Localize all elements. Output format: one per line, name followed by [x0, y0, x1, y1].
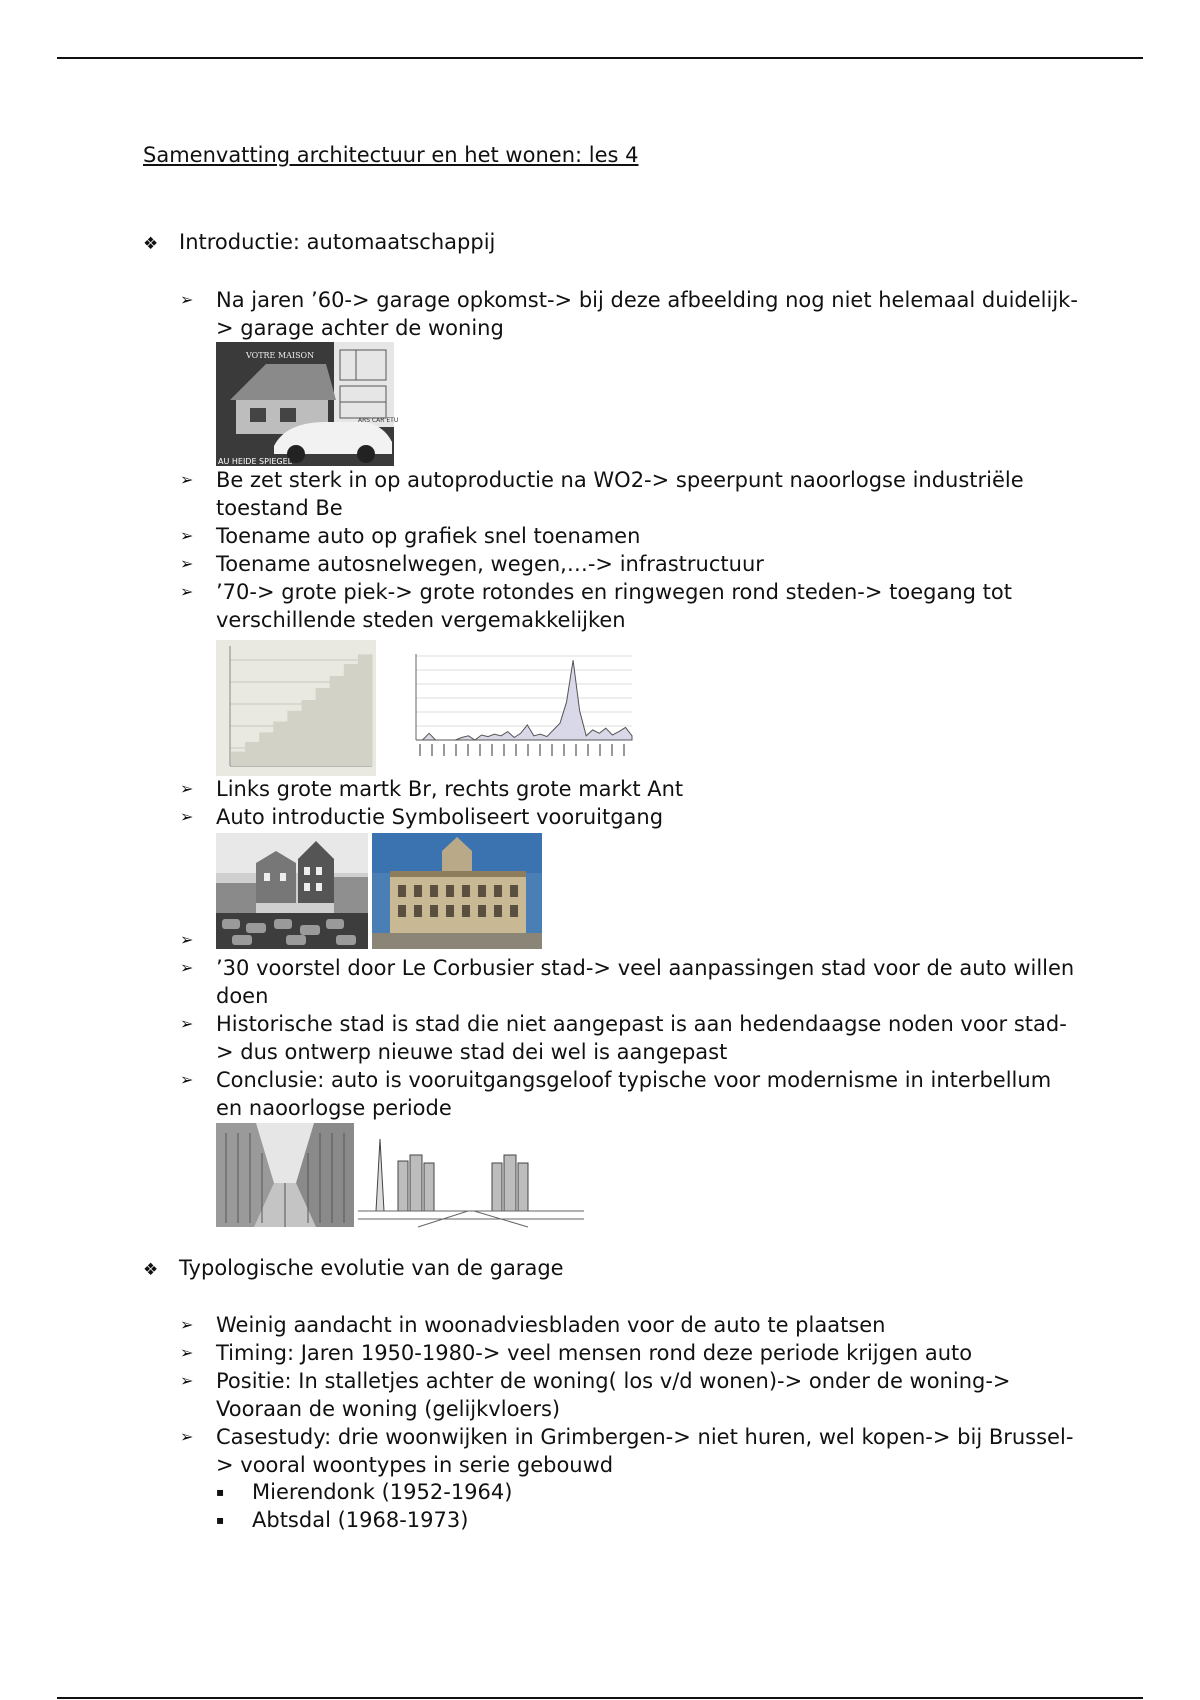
sub-list-item-text: Abtsdal (1968-1973)	[252, 1508, 469, 1532]
bullet-marker: ➢	[180, 1070, 194, 1089]
staircase-step	[273, 722, 288, 766]
list-item-text: Positie: In stalletjes achter de woning( los v/d wonen)-> onder de woning-> Vooraan de woning (gelijkvloers)	[216, 1369, 1011, 1421]
bullet-marker: ➢	[180, 554, 194, 573]
staircase-step	[245, 742, 260, 766]
list-item-text: ’30 voorstel door Le Corbusier stad-> veel aanpassingen stad voor de auto willen doen	[216, 956, 1075, 1008]
sub-list-item-text: Mierendonk (1952-1964)	[252, 1480, 513, 1504]
road-series-area	[416, 660, 632, 740]
bullet-marker: ➢	[180, 1427, 194, 1446]
bullet-marker: ➢	[180, 582, 194, 601]
road-infrastructure-chart-image	[396, 650, 636, 770]
list-item	[180, 1066, 1080, 1122]
list-item	[180, 803, 1080, 831]
car-growth-chart-image	[216, 640, 376, 776]
sub-list-item	[216, 1506, 468, 1534]
section-heading-text: Typologische evolutie van de garage	[179, 1256, 564, 1280]
bullet-marker: ➢	[180, 779, 194, 798]
bullet-marker: ➢	[180, 807, 194, 826]
staircase-step	[316, 688, 331, 766]
top-rule	[57, 57, 1143, 59]
list-item-text: Historische stad is stad die niet aangepast is aan hedendaagse noden voor stad-> dus ontwerp nieuwe stad dei wel is aangepast	[216, 1012, 1067, 1064]
le-corbusier-left-drawing	[216, 1123, 354, 1227]
bullet-marker: ➢	[180, 470, 194, 489]
section-heading-intro	[143, 230, 495, 254]
staircase-step	[302, 700, 317, 766]
house-car-poster-image	[216, 342, 399, 466]
list-item	[180, 954, 1080, 1010]
poster-price-text: ARS CAR ETU	[358, 417, 399, 424]
sub-bullet-marker: ▪	[216, 1513, 225, 1527]
antwerp-city-hall-drawing	[372, 833, 542, 949]
bottom-rule	[57, 1697, 1143, 1699]
staircase-step	[344, 664, 359, 766]
poster-top-text: VOTRE MAISON	[246, 351, 315, 360]
list-item	[180, 522, 1080, 550]
staircase-step	[358, 654, 373, 766]
section-marker: ❖	[143, 1260, 159, 1280]
bullet-marker: ➢	[180, 1014, 194, 1033]
list-item	[180, 466, 1080, 522]
staircase-step	[330, 676, 345, 766]
bullet-marker: ➢	[180, 290, 194, 309]
antwerp-city-hall-photo	[372, 833, 542, 949]
list-item-text: ’70-> grote piek-> grote rotondes en ringwegen rond steden-> toegang tot verschillende steden vergemakkelijken	[216, 580, 1012, 632]
list-item	[180, 1010, 1080, 1066]
bullet-marker: ➢	[180, 958, 194, 977]
list-item-text: Toename autosnelwegen, wegen,…-> infrastructuur	[216, 552, 764, 576]
list-item-text: Casestudy: drie woonwijken in Grimbergen-> niet huren, wel kopen-> bij Brussel-> vooral woontypes in serie gebouwd	[216, 1425, 1074, 1477]
list-item-text: Toename auto op grafiek snel toenamen	[216, 524, 641, 548]
list-item	[180, 775, 1080, 803]
brussels-grand-place-drawing	[216, 833, 368, 949]
staircase-step	[259, 732, 274, 766]
staircase-step	[231, 752, 246, 766]
house-car-poster-drawing	[216, 342, 399, 466]
staircase-step	[287, 711, 302, 766]
le-corbusier-city-drawing-left	[216, 1123, 354, 1227]
le-corbusier-right-drawing	[358, 1133, 584, 1227]
list-item	[180, 286, 1080, 342]
road-infrastructure-chart	[396, 650, 636, 770]
bullet-marker: ➢	[180, 1343, 194, 1362]
section-marker: ❖	[143, 234, 159, 254]
bullet-marker: ➢	[180, 1315, 194, 1334]
poster-bottom-text: AU HEIDE SPIEGEL	[218, 457, 293, 466]
list-item-text: Timing: Jaren 1950-1980-> veel mensen rond deze periode krijgen auto	[216, 1341, 973, 1365]
list-item	[180, 1311, 1080, 1339]
list-item	[180, 578, 1080, 634]
list-item-text: Be zet sterk in op autoproductie na WO2-> speerpunt naoorlogse industriële toestand Be	[216, 468, 1024, 520]
brussels-grand-place-photo	[216, 833, 368, 949]
list-item-text: Auto introductie Symboliseert vooruitgang	[216, 805, 664, 829]
sub-bullet-marker: ▪	[216, 1485, 225, 1499]
le-corbusier-city-drawing-right	[358, 1133, 584, 1227]
section-heading-garage	[143, 1256, 564, 1280]
list-item	[180, 1423, 1080, 1479]
list-item-text: Weinig aandacht in woonadviesbladen voor de auto te plaatsen	[216, 1313, 886, 1337]
sub-list-item	[216, 1478, 512, 1506]
section-heading-text: Introductie: automaatschappij	[179, 230, 496, 254]
list-item-text: Links grote martk Br, rechts grote markt Ant	[216, 777, 684, 801]
list-item	[180, 550, 1080, 578]
bullet-marker: ➢	[180, 526, 194, 545]
list-item	[180, 1339, 1080, 1367]
list-item-text: Na jaren ’60-> garage opkomst-> bij deze afbeelding nog niet helemaal duidelijk-> garage achter de woning	[216, 288, 1078, 340]
list-item	[180, 1367, 1080, 1423]
car-growth-chart	[216, 640, 376, 776]
bullet-marker: ➢	[180, 930, 194, 949]
bullet-marker: ➢	[180, 1371, 194, 1390]
list-item-text: Conclusie: auto is vooruitgangsgeloof typische voor modernisme in interbellum en naoorlogse periode	[216, 1068, 1052, 1120]
document-title: Samenvatting architectuur en het wonen: les 4	[143, 143, 639, 167]
